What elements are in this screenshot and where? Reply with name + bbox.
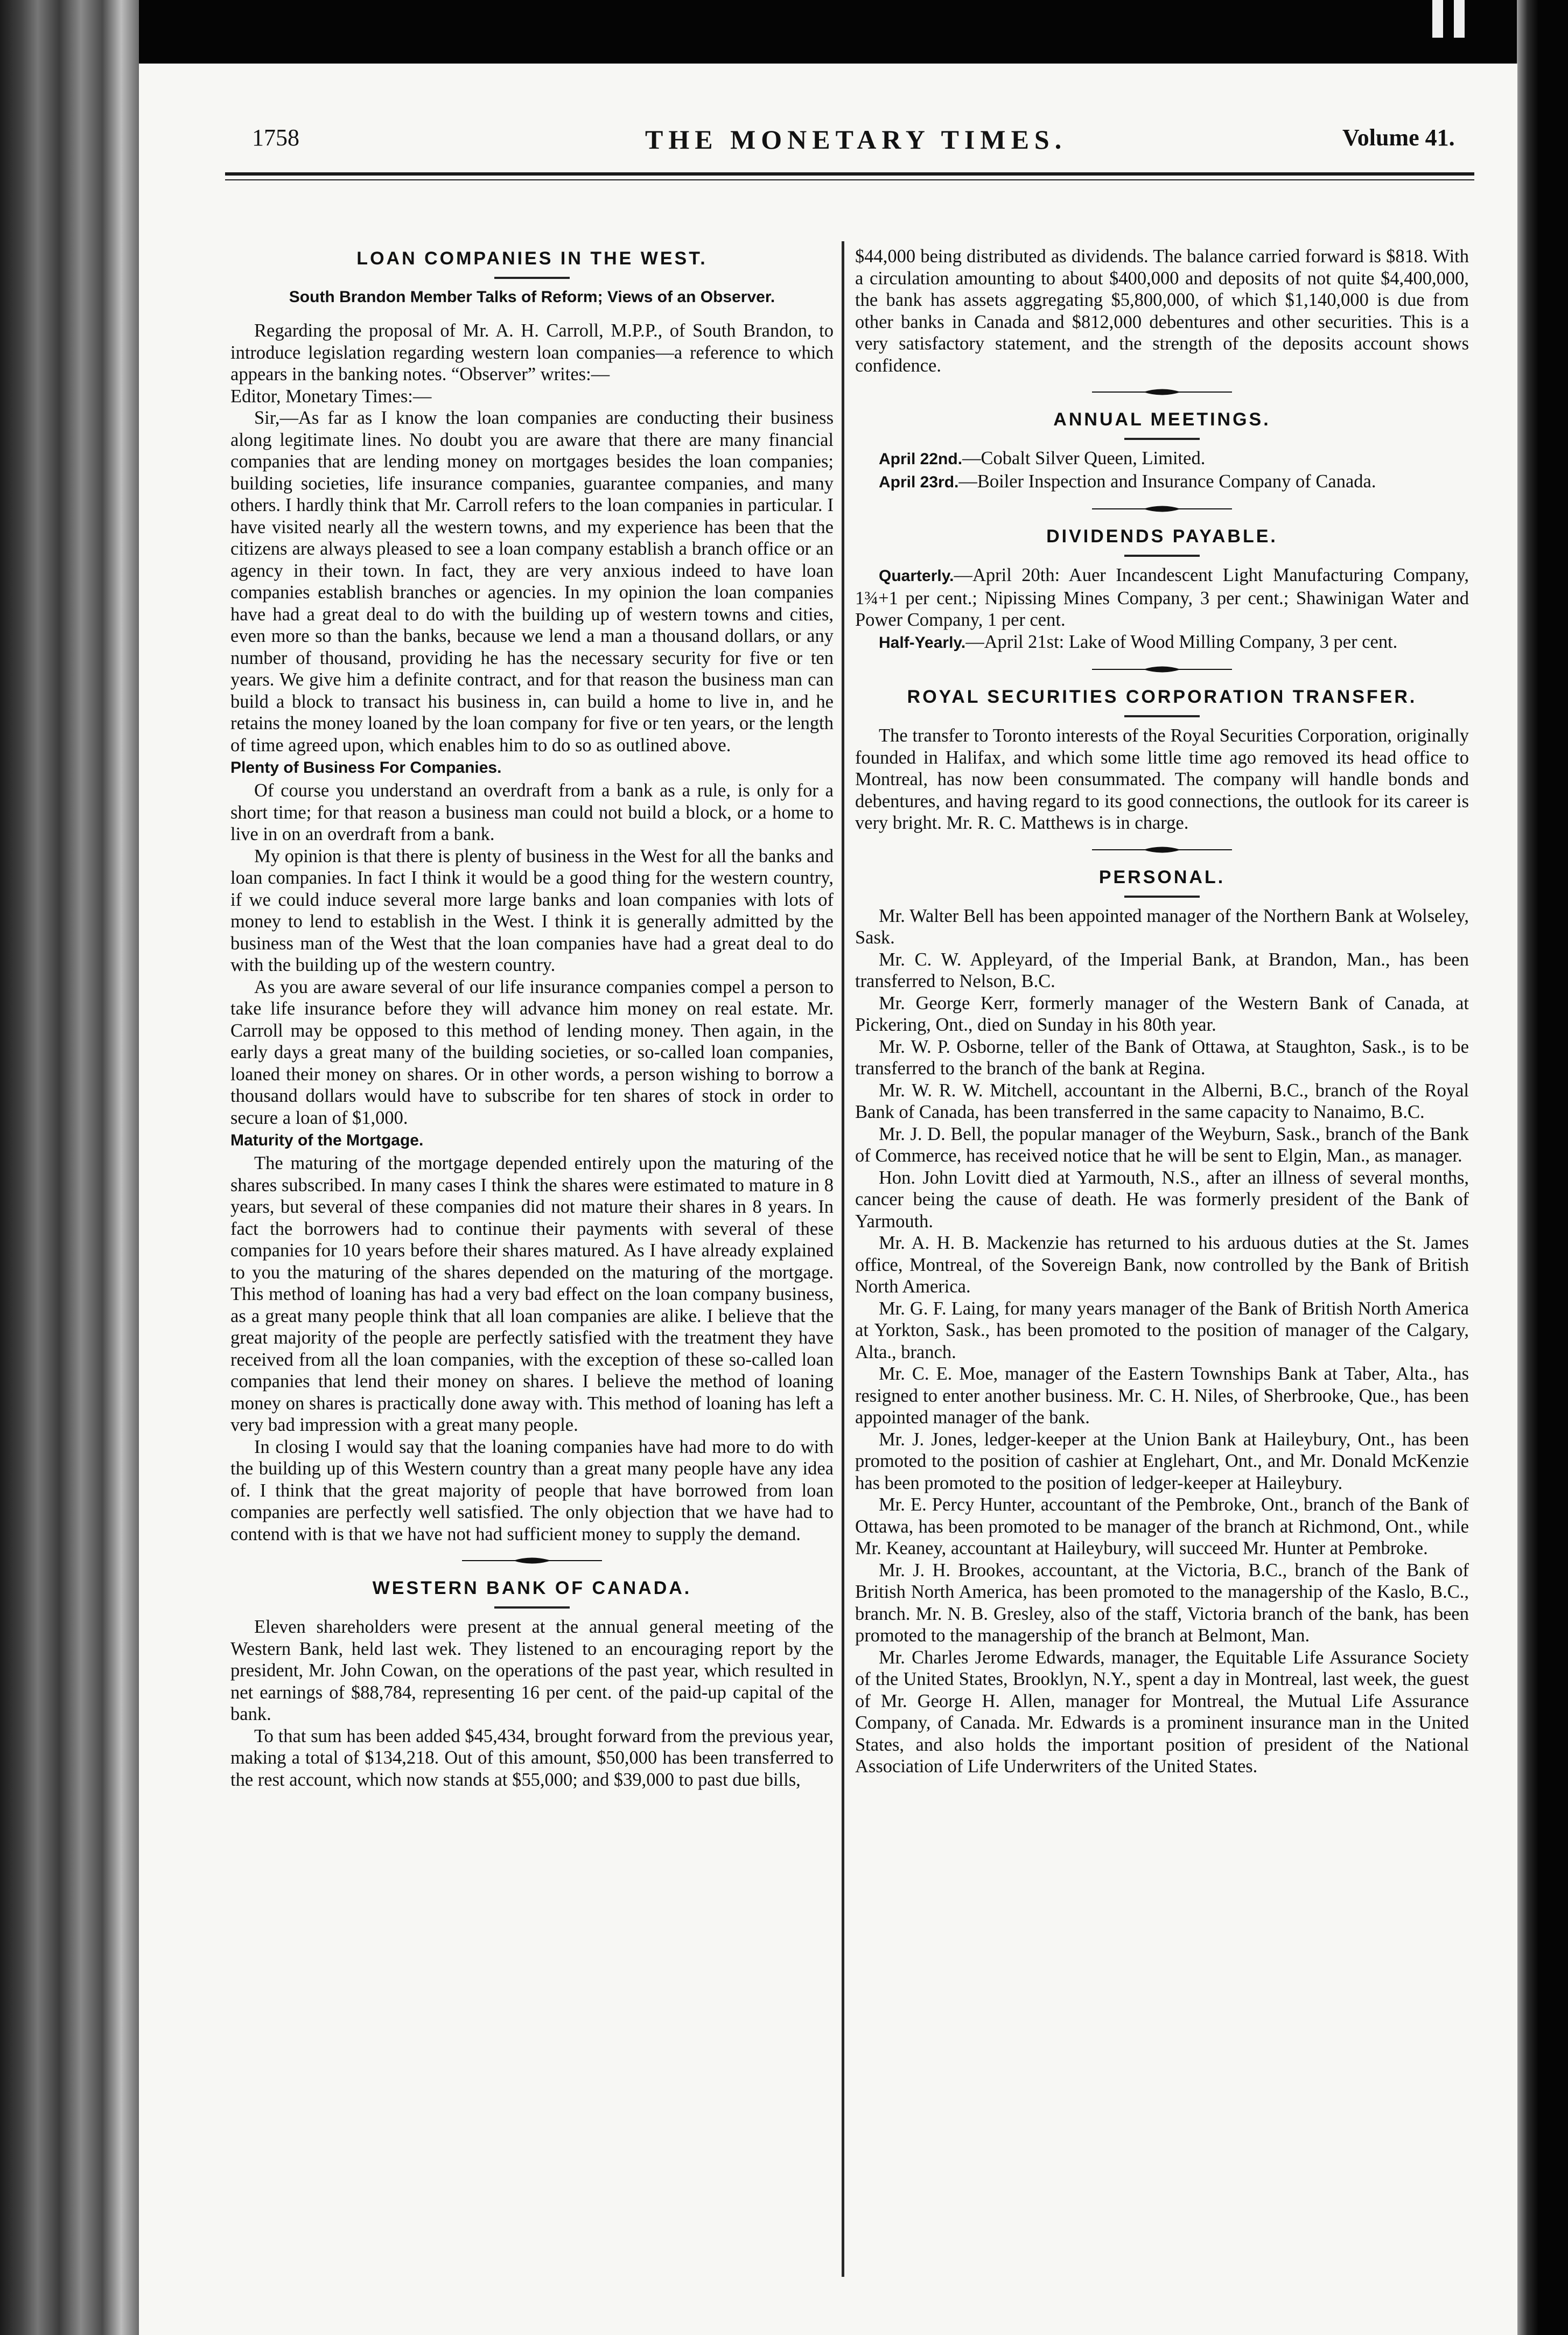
scan-right-edge — [1517, 0, 1568, 2335]
article-subheading: South Brandon Member Talks of Reform; Views of an Observer. — [289, 288, 775, 306]
article-heading: LOAN COMPANIES IN THE WEST. — [356, 248, 708, 269]
personal-item: Mr. Charles Jerome Edwards, manager, the Equitable Life Assurance Society of the United States, Brooklyn, N.Y., spent a day in Montreal, last week, the guest of Mr. George H. Allen, manager for Montreal, the Mutual Life Assurance Company, of Canada. Mr. Edwards is a prominent insurance man in the United States, and also holds the important position of president of the National Association of Life Underwriters of the United States. — [855, 1647, 1469, 1777]
personal-item: Hon. John Lovitt died at Yarmouth, N.S., after an illness of several months, cancer being the cause of death. He was formerly president of the Bank of Yarmouth. — [855, 1167, 1469, 1232]
paragraph: The transfer to Toronto interests of the Royal Securities Corporation, originally founded in Halifax, and which some little time ago removed its head office to Montreal, has now been consummated. The company will handle bonds and debentures, and having regard to its good connections, the outlook for its career is very bright. Mr. R. C. Matthews is in charge. — [855, 725, 1469, 833]
paragraph: Regarding the proposal of Mr. A. H. Carroll, M.P.P., of South Brandon, to introduce legislation regarding western loan companies—a reference to which appears in the banking notes. “Observer” writes:— — [230, 320, 834, 384]
header-rule-thin — [225, 179, 1474, 180]
personal-item: Mr. J. D. Bell, the popular manager of the Weyburn, Sask., branch of the Bank of Commerce, has received notice that he will be sent to Elgin, Man., as manager. — [855, 1123, 1469, 1166]
section-annual-meetings — [855, 407, 1469, 493]
paragraph: Sir,—As far as I know the loan companies are conducting their business along legitimate lines. No doubt you are aware that there are many financial companies that are lending money on mortgages besides the loan companies; building societies, life insurance companies, guarantee companies, and many others. I hardly think that Mr. Carroll refers to the loan companies in particular. I have visited nearly all the western towns, and my experience has been that the citizens are always pleased to see a loan company establish a branch office or an agency in their town. In fact, they are very anxious indeed to have loan companies establish branches or agencies. In my opinion the loan companies have had a great deal to do with the building up of western towns and cities, even more so than the banks, because we lend a man a thousand dollars, or any number of thousand, providing he has the necessary security for five or ten years. We give him a definite contract, and for that reason the business man can build a block to transact his business in, can build a home to live in, and he retains the money loaned by the loan company for five or ten years, or the length of time agreed upon, which enables him to do so as outlined above. — [230, 408, 834, 756]
section-personal — [855, 864, 1469, 1778]
dividend-lead: Quarterly. — [879, 567, 954, 585]
dividend-item — [855, 631, 1469, 654]
paragraph-continued: $44,000 being distributed as dividends. The balance carried forward is $818. With a circulation amounting to about $400,000 and deposits of not quite $4,400,000, the bank has assets aggregating $5,800,000, of which $1,140,000 is due from other banks in Canada and $812,000 debentures and other securities. This is a very satisfactory statement, and the strength of the deposits account shows confidence. — [855, 246, 1469, 376]
section-heading: PERSONAL. — [1098, 866, 1226, 887]
volume-number: Volume 41. — [1342, 124, 1455, 151]
article-loan-companies — [230, 246, 834, 1545]
section-ornament — [1092, 386, 1232, 398]
personal-item: Mr. G. F. Laing, for many years manager of the Bank of British North America at Yorkton, Sask., has been promoted to the position of manager of the Calgary, Alta., branch. — [855, 1298, 1469, 1362]
paragraph: Eleven shareholders were present at the annual general meeting of the Western Bank, held last wek. They listened to an encouraging report by the president, Mr. John Cowan, on the operations of the past year, which resulted in net earnings of $88,784, representing 16 per cent. of the paid-up capital of the bank. — [230, 1617, 834, 1724]
personal-item: Mr. J. H. Brookes, accountant, at the Victoria, B.C., branch of the Bank of British North America, has been promoted to the managership of the Kaslo, B.C., branch. Mr. N. B. Gresley, also of the staff, Victoria branch of the bank, has been promoted to the managership of the branch at Belmont, Man. — [855, 1560, 1469, 1646]
section-heading: DIVIDENDS PAYABLE. — [1046, 526, 1278, 547]
section-heading: ANNUAL MEETINGS. — [1053, 409, 1271, 430]
article-heading: WESTERN BANK OF CANADA. — [372, 1578, 692, 1598]
section-ornament — [1092, 663, 1232, 675]
page-folio: 1758 — [252, 124, 299, 151]
column-divider — [842, 241, 844, 2277]
personal-item: Mr. E. Percy Hunter, accountant of the Pembroke, Ont., branch of the Bank of Ottawa, has been promoted to be manager of the branch at Richmond, Ont., while Mr. Keaney, accountant at Haileybury, will succeed Mr. Hunter at Pembroke. — [855, 1494, 1469, 1558]
personal-item: Mr. W. R. W. Mitchell, accountant in the Alberni, B.C., branch of the Royal Bank of Canada, has been transferred in the same capacity to Nanaimo, B.C. — [855, 1080, 1469, 1122]
meeting-text: —Boiler Inspection and Insurance Company of Canada. — [958, 471, 1376, 492]
heading-rule — [1124, 555, 1200, 557]
personal-item: Mr. Walter Bell has been appointed manager of the Northern Bank at Wolseley, Sask. — [855, 905, 1469, 948]
heading-rule — [494, 277, 570, 279]
dividend-text: —April 20th: Auer Incandescent Light Manufacturing Company, 1¾+1 per cent.; Nipissing Mines Company, 3 per cent.; Shawinigan Water and Power Company, 1 per cent. — [855, 565, 1469, 630]
scan-mark-top-1 — [1432, 0, 1443, 38]
paragraph: The maturing of the mortgage depended entirely upon the maturing of the shares subscribed. In many cases I think the shares were estimated to mature in 8 years, but several of these companies did not mature their shares in 8 years. In fact the borrowers had to continue their payments with several of these companies for 10 years before their shares matured. As I have already explained to you the maturing of the shares depended on the maturing of the mortgage. This method of loaning has had a very bad effect on the loan company business, as a great many people think that all loan companies are alike. I believe that the great majority of the people are perfectly satisfied with the treatment they have received from all the loan companies, with the exception of these so-called loan companies that lend their money on shares. I believe the method of loaning money on shares is practically done away with. This method of loaning has left a very bad impression with a great many people. — [230, 1153, 834, 1435]
dividend-item — [855, 564, 1469, 631]
dividend-lead: Half-Yearly. — [879, 633, 966, 652]
section-ornament — [1092, 844, 1232, 856]
masthead-title: THE MONETARY TIMES. — [645, 124, 1067, 155]
paragraph: To that sum has been added $45,434, brought forward from the previous year, making a total of $134,218. Out of this amount, $50,000 has been transferred to the rest account, which now stands at $55,000; and $39,000 to past due bills, — [230, 1725, 834, 1790]
meeting-date: April 23rd. — [879, 473, 959, 491]
article-western-bank — [230, 1575, 834, 1791]
heading-rule — [494, 1606, 570, 1609]
paragraph: In closing I would say that the loaning companies have had more to do with the building up of this Western country than a great many people have any idea of. I think that the great majority of people that have borrowed from loan companies are perfectly well satisfied. The only objection that we have had to contend with is that we have not had sufficient money to supply the demand. — [230, 1436, 834, 1544]
paragraph: Of course you understand an overdraft from a bank as a rule, is only for a short time; for that reason a business man could not build a block, or a home to live in on an overdraft from a bank. — [230, 780, 834, 844]
personal-item: Mr. George Kerr, formerly manager of the Western Bank of Canada, at Pickering, Ont., died on Sunday in his 80th year. — [855, 992, 1469, 1035]
personal-item: Mr. A. H. B. Mackenzie has returned to his arduous duties at the St. James office, Montreal, of the Sovereign Bank, now controlled by the Bank of British North America. — [855, 1233, 1469, 1297]
dividend-text: —April 21st: Lake of Wood Milling Company, 3 per cent. — [965, 631, 1398, 652]
meeting-text: —Cobalt Silver Queen, Limited. — [962, 448, 1206, 469]
right-column — [855, 246, 1469, 1778]
section-dividends — [855, 523, 1469, 654]
personal-item: Mr. C. E. Moe, manager of the Eastern Townships Bank at Taber, Alta., has resigned to enter another business. Mr. C. H. Niles, of Sherbrooke, Que., has been appointed manager of the bank. — [855, 1364, 1469, 1428]
heading-rule — [1124, 715, 1200, 717]
section-royal-securities — [855, 684, 1469, 834]
section-heading: ROYAL SECURITIES CORPORATION TRANSFER. — [907, 687, 1417, 707]
newspaper-page — [139, 64, 1517, 2335]
scan-mark-top-2 — [1454, 0, 1465, 38]
side-heading: Maturity of the Mortgage. — [230, 1131, 424, 1149]
section-ornament — [1092, 503, 1232, 515]
meeting-item — [855, 471, 1469, 494]
header-rule-thick — [225, 172, 1474, 176]
meeting-date: April 22nd. — [879, 450, 963, 468]
heading-rule — [1124, 438, 1200, 440]
personal-item: Mr. W. P. Osborne, teller of the Bank of Ottawa, at Staughton, Sask., is to be transferred to the branch of the bank at Regina. — [855, 1036, 1469, 1079]
personal-item: Mr. C. W. Appleyard, of the Imperial Bank, at Brandon, Man., has been transferred to Nelson, B.C. — [855, 949, 1469, 991]
paragraph: Editor, Monetary Times:— — [230, 386, 432, 407]
meeting-item — [855, 448, 1469, 471]
book-binding — [0, 0, 139, 2335]
personal-item: Mr. J. Jones, ledger-keeper at the Union Bank at Haileybury, Ont., has been promoted to the position of cashier at Englehart, Ont., and Mr. Donald McKenzie has been promoted to the position of ledger-keeper at Haileybury. — [855, 1429, 1469, 1493]
heading-rule — [1124, 896, 1200, 898]
paragraph: My opinion is that there is plenty of business in the West for all the banks and loan companies. In fact I think it would be a good thing for the western country, if we could induce several more large banks and loan companies with lots of money to lend to establish in the West. I think it is generally admitted by the business man of the West that the loan companies have had a great deal to do with the building up of the western country. — [230, 845, 834, 975]
paragraph: As you are aware several of our life insurance companies compel a person to take life insurance before they will advance him money on real estate. Mr. Carroll may be opposed to this method of lending money. Then again, in the early days a great many of the building societies, or so-called loan companies, loaned their money on shares. Or in other words, a person wishing to borrow a thousand dollars would have to subscribe for ten shares of stock in order to secure a loan of $1,000. — [230, 976, 834, 1128]
section-ornament — [462, 1555, 602, 1567]
side-heading: Plenty of Business For Companies. — [230, 759, 502, 777]
left-column — [230, 246, 834, 1791]
scan-top-band — [0, 0, 1568, 67]
